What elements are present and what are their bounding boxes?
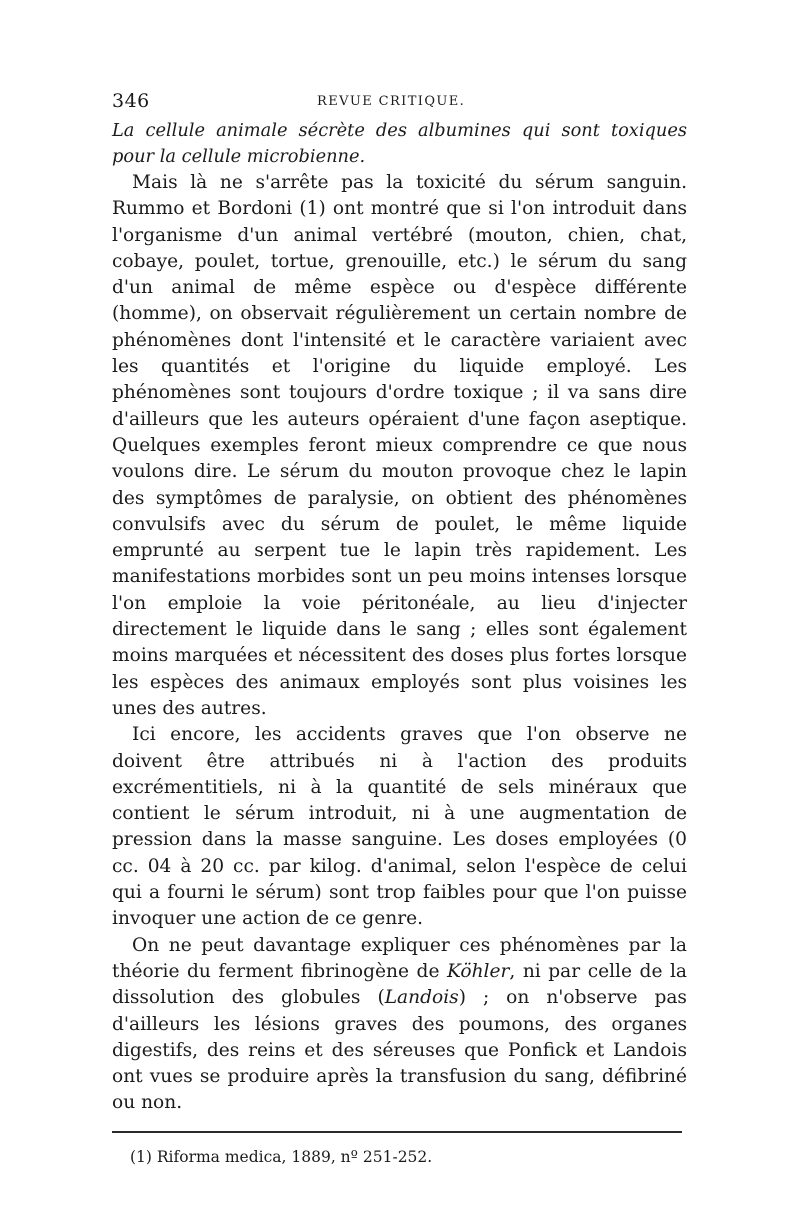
section-subheading: La cellule animale sécrète des albumines qui sont toxiques pour la cellule microbienne. — [112, 120, 687, 167]
page-number: 346 — [112, 90, 150, 112]
paragraph-3-text-a: On ne peut davantage expliquer ces phénomènes par la théorie du ferment fibrinogène de — [112, 934, 687, 982]
paragraph-1: Mais là ne s'arrête pas la toxicité du sérum sanguin. Rummo et Bordoni (1) ont montré que si l'on introduit dans l'organisme d'un animal vertébré (mouton, chien, chat, cobaye, poulet, tortue, grenouille, etc.) le sérum du sang d'un animal de même espèce ou d'espèce différente (homme), on observait régulièrement un certain nombre de phénomènes dont l'intensité et le caractère variaient avec les quantités et l'origine du liquide employé. Les phénomènes sont toujours d'ordre toxique ; il va sans dire d'ailleurs que les auteurs opéraient d'une façon aseptique. Quelques exemples feront mieux comprendre ce que nous voulons dire. Le sérum du mouton provoque chez le lapin des symptômes de paralysie, on obtient des phénomènes convulsifs avec du sérum de poulet, le même liquide emprunté au serpent tue le lapin très rapidement. Les manifestations morbides sont un peu moins intenses lorsque l'on emploie la voie péritonéale, au lieu d'injecter directement le liquide dans le sang ; elles sont également moins marquées et nécessitent des doses plus fortes lorsque les espèces des animaux employés sont plus voisines les unes des autres. — [112, 172, 687, 719]
paragraph-3-text-c: ) ; on n'observe pas d'ailleurs les lésions graves des poumons, des organes digestifs, des reins et des séreuses que Ponfick et Landois ont vues se produire après la transfusion du sang, défibriné ou non. — [112, 987, 687, 1114]
running-head — [112, 90, 687, 118]
footnote-divider — [112, 1131, 682, 1133]
book-page — [112, 90, 687, 1167]
paragraph-3 — [112, 933, 687, 1117]
author-name-kohler: Köhler — [446, 960, 510, 982]
author-name-landois: Landois — [384, 987, 459, 1009]
paragraph-2: Ici encore, les accidents graves que l'on observe ne doivent être attribués ni à l'action des produits excrémentitiels, ni à la quantité de sels minéraux que contient le sérum introduit, ni à une augmentation de pression dans la masse sanguine. Les doses employées (0 cc. 04 à 20 cc. par kilog. d'animal, selon l'espèce de celui qui a fourni le sérum) sont trop faibles pour que l'on puisse invoquer une action de ce genre. — [112, 724, 687, 930]
paragraph-3-text-b: , ni par celle de la dissolution des globules ( — [112, 960, 688, 1009]
footnote: (1) Riforma medica, 1889, nº 251-252. — [130, 1147, 433, 1166]
running-title: REVUE CRITIQUE. — [317, 94, 466, 109]
body-text — [112, 118, 687, 1117]
